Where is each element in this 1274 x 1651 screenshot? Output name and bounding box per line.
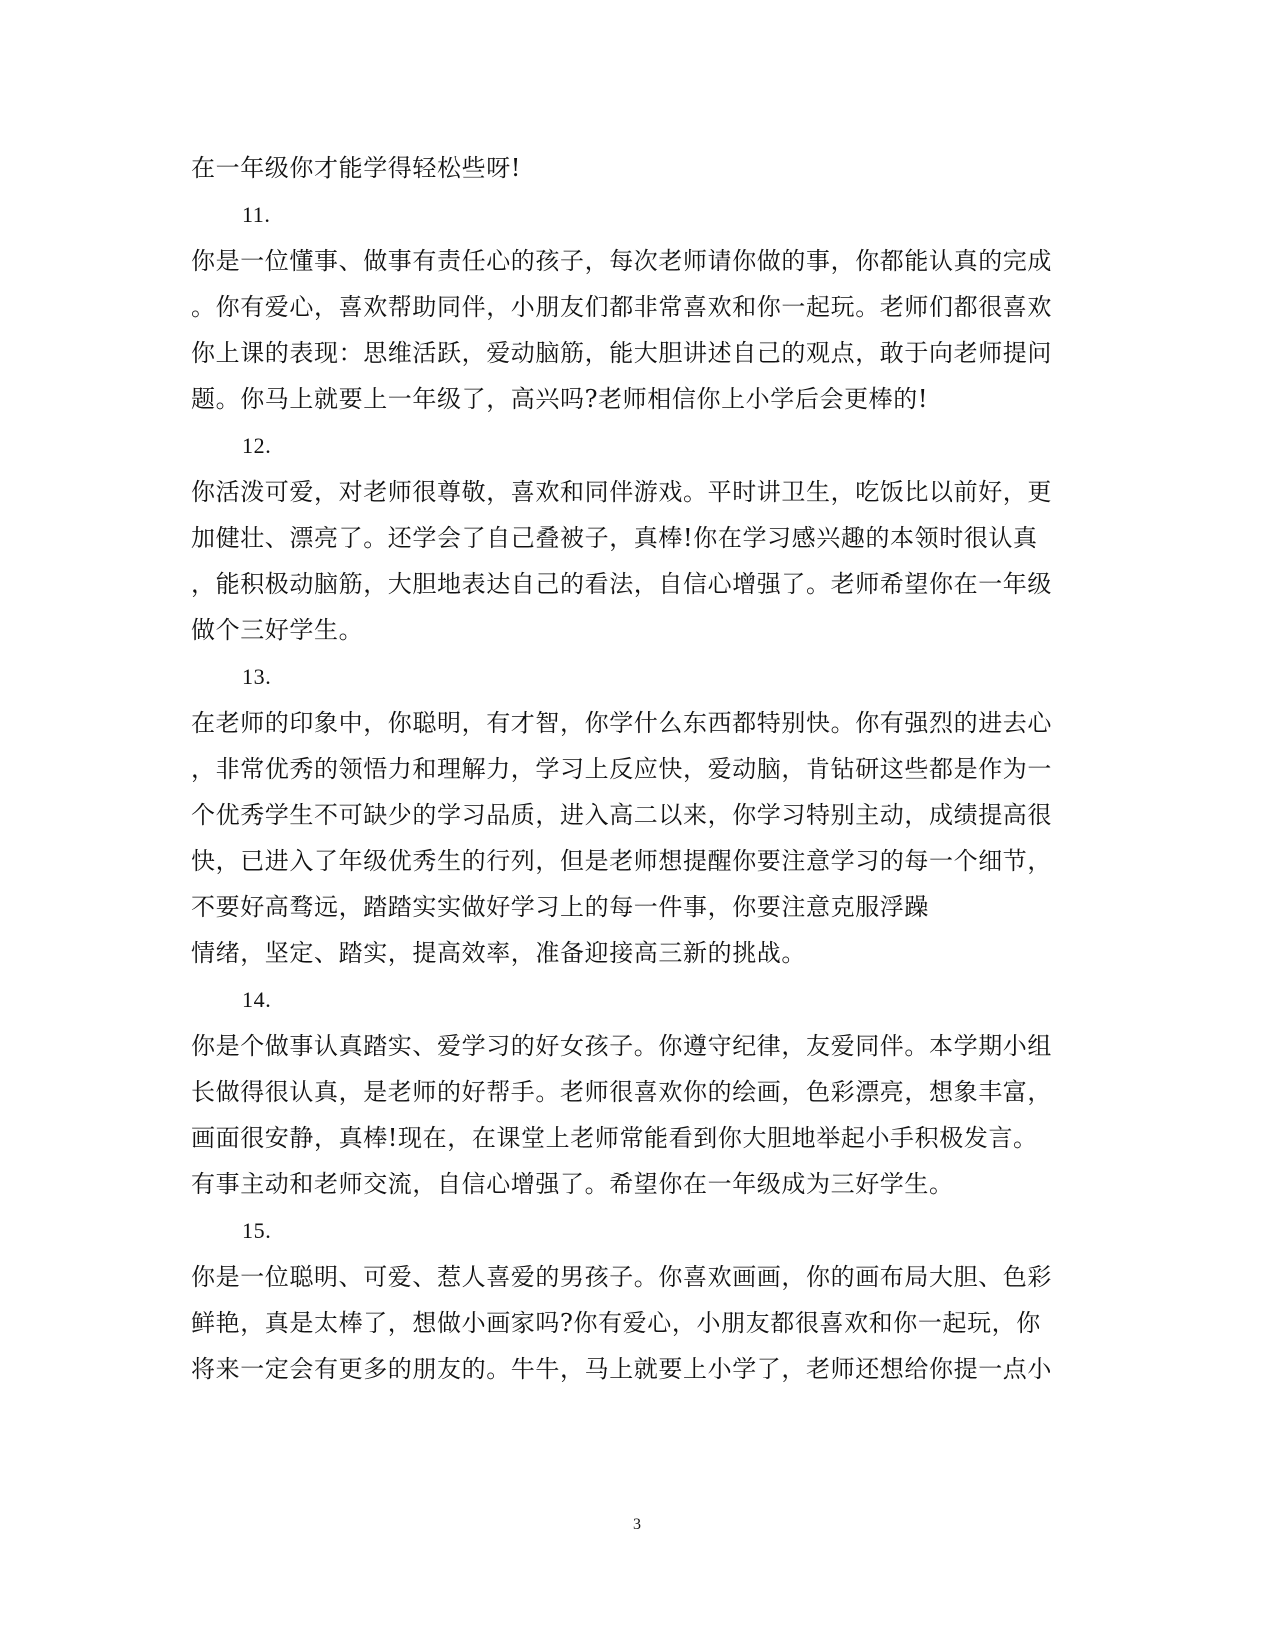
text-line: 快，已进入了年级优秀生的行列，但是老师想提醒你要注意学习的每一个细节， <box>191 847 1052 875</box>
text-line: 做个三好学生。 <box>191 616 364 644</box>
text-line: 你是个做事认真踏实、爱学习的好女孩子。你遵守纪律，友爱同伴。本学期小组 <box>191 1032 1052 1060</box>
text-line: 不要好高骛远，踏踏实实做好学习上的每一件事，你要注意克服浮躁 <box>191 893 929 921</box>
page-number: 3 <box>633 1516 641 1533</box>
text-line: 情绪，坚定、踏实，提高效率，准备迎接高三新的挑战。 <box>191 939 806 967</box>
item-number: 14. <box>242 987 272 1012</box>
text-line: 你活泼可爱，对老师很尊敬，喜欢和同伴游戏。平时讲卫生，吃饭比以前好，更 <box>191 478 1052 506</box>
item-number: 15. <box>242 1218 272 1243</box>
text-line: 在老师的印象中，你聪明，有才智，你学什么东西都特别快。你有强烈的进去心 <box>191 709 1052 737</box>
text-line: 个优秀学生不可缺少的学习品质，进入高二以来，你学习特别主动，成绩提高很 <box>191 801 1052 829</box>
text-line: 有事主动和老师交流，自信心增强了。希望你在一年级成为三好学生。 <box>191 1170 954 1198</box>
text-line: 长做得很认真，是老师的好帮手。老师很喜欢你的绘画，色彩漂亮，想象丰富， <box>191 1078 1052 1106</box>
text-line: 你是一位聪明、可爱、惹人喜爱的男孩子。你喜欢画画，你的画布局大胆、色彩 <box>191 1263 1052 1291</box>
item-number: 13. <box>242 664 272 689</box>
text-line: 你是一位懂事、做事有责任心的孩子，每次老师请你做的事，你都能认真的完成 <box>191 247 1052 275</box>
text-line: 题。你马上就要上一年级了，高兴吗?老师相信你上小学后会更棒的! <box>191 385 929 413</box>
text-line: 将来一定会有更多的朋友的。牛牛，马上就要上小学了，老师还想给你提一点小 <box>191 1355 1052 1383</box>
text-line: 加健壮、漂亮了。还学会了自己叠被子，真棒!你在学习感兴趣的本领时很认真 <box>191 524 1038 552</box>
text-line: 鲜艳，真是太棒了，想做小画家吗?你有爱心，小朋友都很喜欢和你一起玩，你 <box>191 1309 1041 1337</box>
item-number: 12. <box>242 433 272 458</box>
text-line: 。你有爱心，喜欢帮助同伴，小朋友们都非常喜欢和你一起玩。老师们都很喜欢 <box>191 293 1052 321</box>
text-line: ，非常优秀的领悟力和理解力，学习上反应快，爱动脑，肯钻研这些都是作为一 <box>191 755 1052 783</box>
text-line: ，能积极动脑筋，大胆地表达自己的看法，自信心增强了。老师希望你在一年级 <box>191 570 1052 598</box>
item-number: 11. <box>242 202 271 227</box>
text-line: 画面很安静，真棒!现在，在课堂上老师常能看到你大胆地举起小手积极发言。 <box>191 1124 1038 1152</box>
text-line: 在一年级你才能学得轻松些呀! <box>191 154 522 182</box>
text-line: 你上课的表现：思维活跃，爱动脑筋，能大胆讲述自己的观点，敢于向老师提问 <box>191 339 1052 367</box>
